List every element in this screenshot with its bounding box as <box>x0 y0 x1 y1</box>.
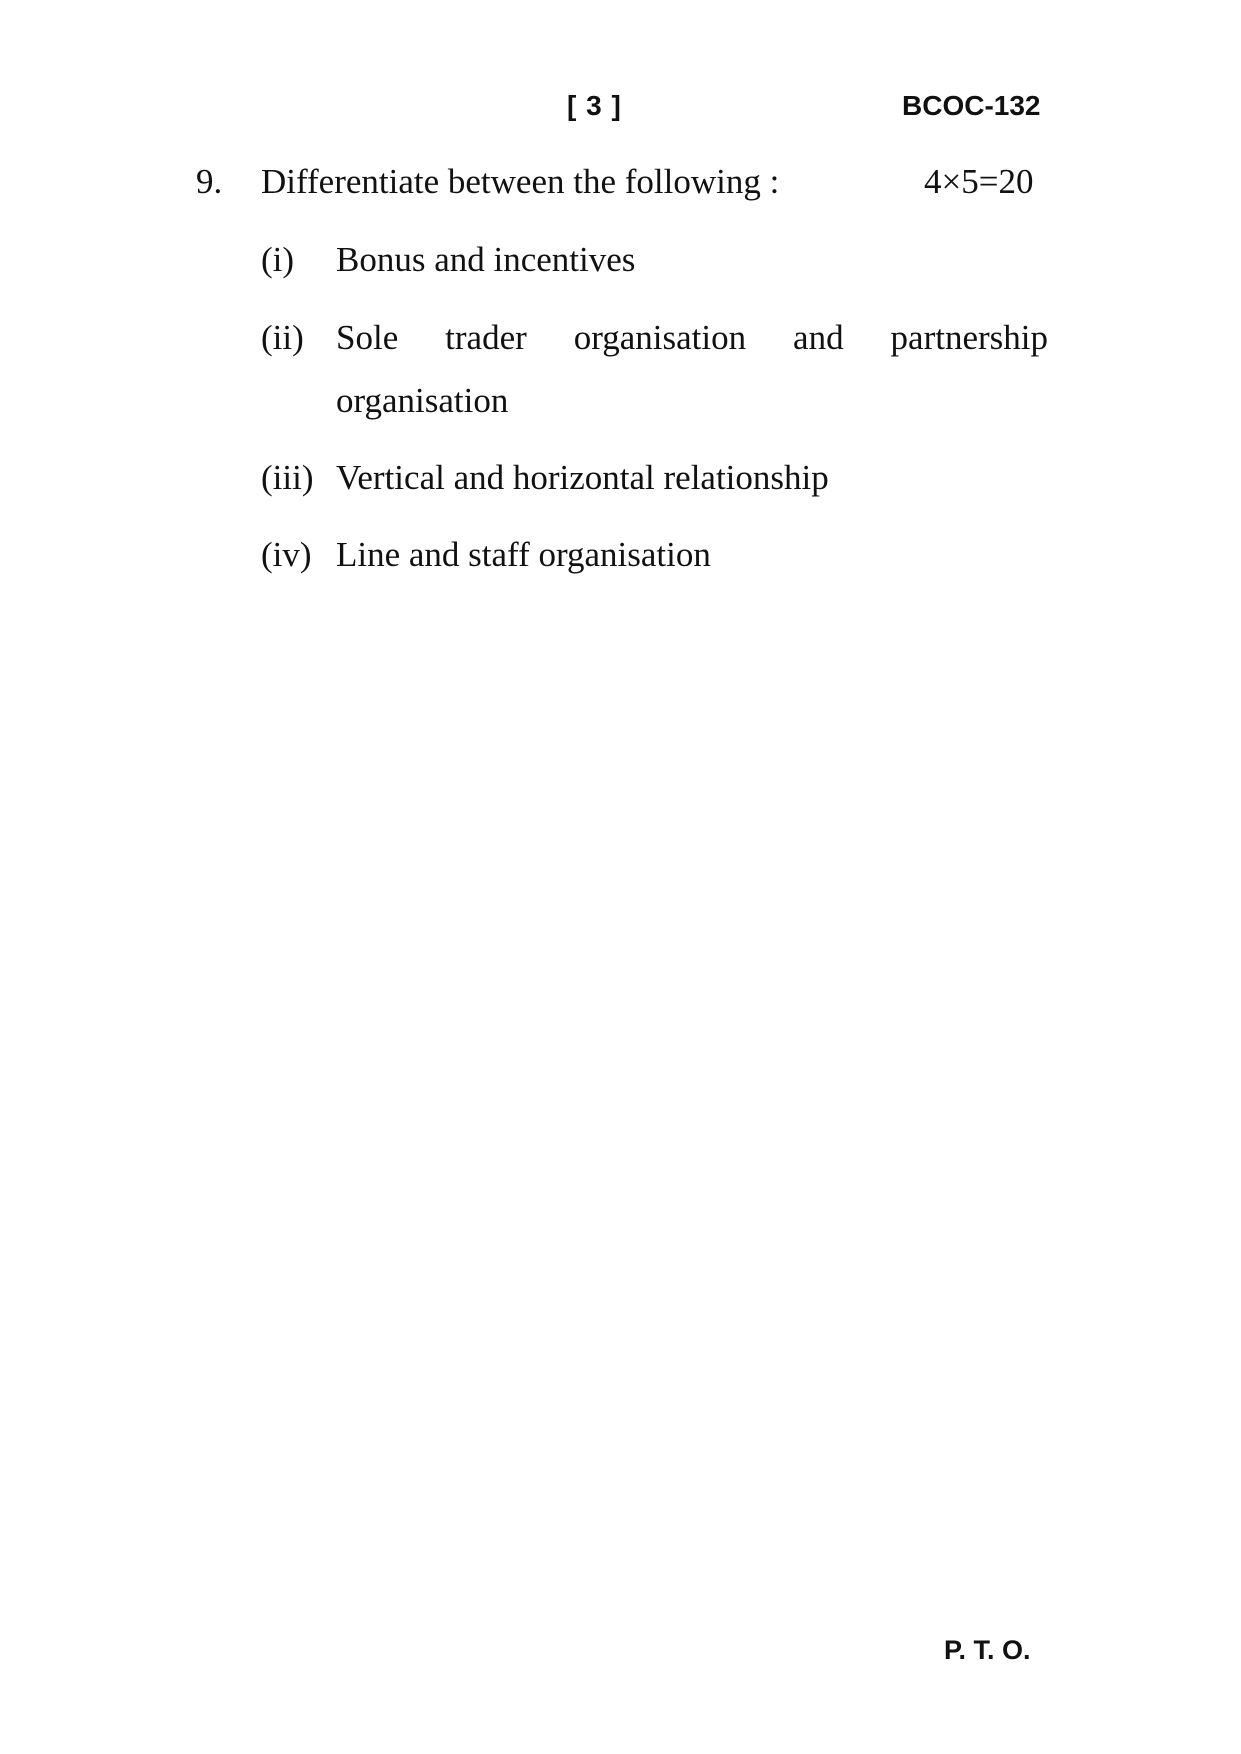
question-number: 9. <box>196 162 223 201</box>
sub-question-text-line1: Sole trader organisation and partnership <box>336 318 1048 357</box>
sub-question-label: (iv) <box>261 535 312 574</box>
paper-code: BCOC-132 <box>902 90 1041 121</box>
question-text: Differentiate between the following : <box>261 162 780 201</box>
sub-question-label: (i) <box>261 240 295 279</box>
question-marks: 4×5=20 <box>924 162 1034 201</box>
sub-question-text-line2: organisation <box>336 381 509 420</box>
pto-note: P. T. O. <box>944 1635 1031 1665</box>
sub-question-text: Bonus and incentives <box>336 240 636 279</box>
sub-question-text: Vertical and horizontal relationship <box>336 458 829 497</box>
sub-question-text: Line and staff organisation <box>336 535 711 574</box>
sub-question-label: (iii) <box>261 458 314 497</box>
sub-question-label: (ii) <box>261 318 304 357</box>
page-number: [ 3 ] <box>567 90 622 121</box>
